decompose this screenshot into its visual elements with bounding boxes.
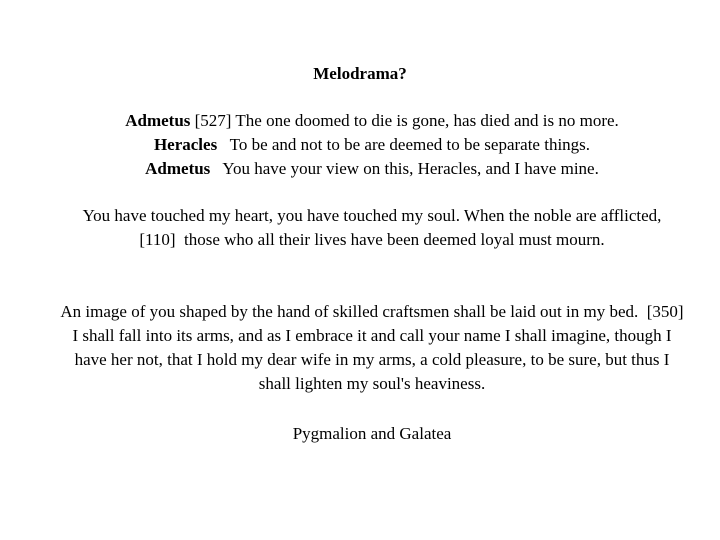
paragraph-image-craftsmen: An image of you shaped by the hand of skilled craftsmen shall be laid out in my bed. [350] I shall fall into its arms, and as I embrace it and call your name I shall imagine, though I have her not, that I hold my dear wife in my arms, a cold pleasure, to be sure, but thus I shall lighten my soul's heaviness. xyxy=(60,302,688,393)
dialogue-text: [527] The one doomed to die is gone, has died and is no more. xyxy=(190,111,619,130)
dialogue-line xyxy=(0,133,720,157)
slide-title: Melodrama? xyxy=(313,64,407,83)
dialogue-block xyxy=(0,109,720,181)
dialogue-text: You have your view on this, Heracles, and I have mine. xyxy=(210,159,599,178)
speaker-name: Admetus xyxy=(125,111,191,130)
dialogue-text: To be and not to be are deemed to be separate things. xyxy=(217,135,591,154)
speaker-name: Admetus xyxy=(145,159,211,178)
paragraph-heart-soul: You have touched my heart, you have touched my soul. When the noble are afflicted, [110] those who all their lives have been deemed loyal must mourn. xyxy=(82,206,670,249)
dialogue-line xyxy=(0,157,720,181)
dialogue-line xyxy=(0,109,720,133)
speaker-name: Heracles xyxy=(153,135,218,154)
closing-line: Pygmalion and Galatea xyxy=(292,424,452,443)
